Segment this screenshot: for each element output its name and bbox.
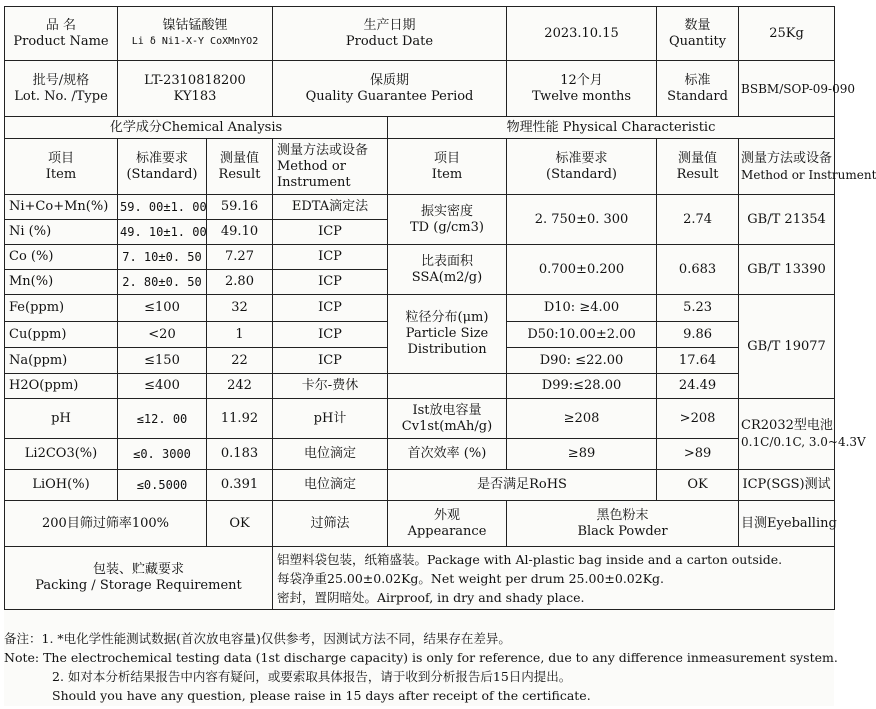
efficiency-standard: ≥89 [507,439,657,470]
chem-standard: ≤0.5000 [118,470,207,501]
ssa-standard: 0.700±0.200 [507,245,657,295]
chem-standard: 59. 00±1. 00 [118,195,207,220]
rohs-result: OK [657,470,739,501]
phys-col-item: 项目 Item [388,139,507,195]
appearance-standard: 黑色粉末 Black Powder [507,501,739,547]
shelf-life-value: 12个月 Twelve months [507,61,657,117]
chem-standard: ≤400 [118,374,207,399]
chem-result: 11.92 [207,399,273,439]
chem-method: pH计 [273,399,388,439]
chem-method: 卡尔-费休 [273,374,388,399]
note-line: Should you have any question, please raise in 15 days after receipt of the certificate. [52,688,591,703]
td-standard: 2. 750±0. 300 [507,195,657,245]
td-method: GB/T 21354 [739,195,835,245]
product-name-value: 镍钴锰酸锂 Li δ Ni1-X-Y CoXMnYO2 [118,7,273,61]
column-header-row [5,139,835,195]
chem-col-standard: 标准要求 (Standard) [118,139,207,195]
capacity-standard: ≥208 [507,399,657,439]
table-row [5,439,835,470]
table-row [5,245,835,270]
packing-requirements [273,547,835,610]
chem-item: H2O(ppm) [5,374,118,399]
certificate-sheet [4,6,876,706]
td-result: 2.74 [657,195,739,245]
psd-d10-result: 5.23 [657,295,739,322]
chem-item: Cu(ppm) [5,322,118,348]
chem-result: 49.10 [207,220,273,245]
capacity-result: >208 [657,399,739,439]
ssa-result: 0.683 [657,245,739,295]
chem-method: 电位滴定 [273,439,388,470]
phys-col-result: 测量值 Result [657,139,739,195]
table-row [5,399,835,439]
chem-standard: <20 [118,322,207,348]
packing-row [5,547,835,610]
rohs-method: ICP(SGS)测试 [739,470,835,501]
product-name-label: 品 名 Product Name [5,7,118,61]
chem-col-item: 项目 Item [5,139,118,195]
standard-value: BSBM/SOP-09-090 [739,61,835,117]
table-row [5,501,835,547]
standard-label: 标准 Standard [657,61,739,117]
packing-line: 每袋净重25.00±0.02Kg。Net weight per drum 25.00±0.02Kg. [277,570,665,586]
chem-item: Mn(%) [5,270,118,295]
chem-item: pH [5,399,118,439]
capacity-item: Ist放电容量 Cv1st(mAh/g) [388,399,507,439]
production-date-label: 生产日期 Product Date [273,7,507,61]
chem-result: 1 [207,322,273,348]
chem-col-result: 测量值 Result [207,139,273,195]
chem-item: Fe(ppm) [5,295,118,322]
packing-line: 密封，置阴暗处。Airproof, in dry and shady place. [277,589,585,605]
cell-test-method: CR2032型电池 0.1C/0.1C, 3.0~4.3V [739,399,835,470]
packing-label: 包装、贮藏要求 Packing / Storage Requirement [5,547,273,610]
table-row [5,195,835,220]
appearance-method: 目测Eyeballing [739,501,835,547]
psd-d50-result: 9.86 [657,322,739,348]
chem-method: 电位滴定 [273,470,388,501]
sieve-item: 200目筛过筛率100% [5,501,207,547]
psd-method: GB/T 19077 [739,295,835,399]
psd-d99-standard: D99:≤28.00 [507,374,657,399]
header-row-lot [5,61,835,117]
chem-result: 7.27 [207,245,273,270]
ssa-method: GB/T 13390 [739,245,835,295]
note-line: Note: The electrochemical testing data (1st discharge capacity) is only for reference, due to any difference inmeasurement system. [4,650,838,665]
header-row-product [5,7,835,61]
chem-item: Na(ppm) [5,348,118,374]
lot-label: 批号/规格 Lot. No. /Type [5,61,118,117]
chem-item: Ni (%) [5,220,118,245]
physical-characteristic-title: 物理性能 Physical Characteristic [388,117,835,139]
table-row [5,470,835,501]
ssa-item: 比表面积 SSA(m2/g) [388,245,507,295]
chem-item: LiOH(%) [5,470,118,501]
psd-item: 粒径分布(μm) Particle Size Distribution [388,295,507,374]
chem-method: ICP [273,245,388,270]
chem-method: ICP [273,295,388,322]
sieve-result: OK [207,501,273,547]
quantity-value: 25Kg [739,7,835,61]
chem-standard: 49. 10±1. 00 [118,220,207,245]
chem-method: ICP [273,220,388,245]
chem-method: ICP [273,270,388,295]
chem-method: EDTA滴定法 [273,195,388,220]
chem-result: 22 [207,348,273,374]
psd-d99-result: 24.49 [657,374,739,399]
phys-col-method: 测量方法或设备 Method or Instrument [739,139,835,195]
chem-standard: ≤0. 3000 [118,439,207,470]
chem-method: ICP [273,322,388,348]
psd-empty-cell [388,374,507,399]
chem-result: 0.391 [207,470,273,501]
chem-item: Co (%) [5,245,118,270]
psd-d90-standard: D90: ≤22.00 [507,348,657,374]
appearance-item: 外观 Appearance [388,501,507,547]
td-item: 振实密度 TD (g/cm3) [388,195,507,245]
chem-result: 0.183 [207,439,273,470]
efficiency-result: >89 [657,439,739,470]
quantity-label: 数量 Quantity [657,7,739,61]
production-date-value: 2023.10.15 [507,7,657,61]
efficiency-item: 首次效率 (%) [388,439,507,470]
shelf-life-label: 保质期 Quality Guarantee Period [273,61,507,117]
chem-result: 32 [207,295,273,322]
certificate-table [4,6,876,610]
chem-method: ICP [273,348,388,374]
rohs-label: 是否满足RoHS [388,470,657,501]
chem-item: Ni+Co+Mn(%) [5,195,118,220]
chem-col-method: 测量方法或设备 Method or Instrument [273,139,388,195]
notes-section [4,629,838,705]
chem-standard: ≤150 [118,348,207,374]
chem-standard: ≤100 [118,295,207,322]
note-line: 2. 如对本分析结果报告中内容有疑问，或要索取具体报告，请于收到分析报告后15日内提出。 [52,669,572,684]
phys-col-standard: 标准要求 (Standard) [507,139,657,195]
psd-d50-standard: D50:10.00±2.00 [507,322,657,348]
sieve-method: 过筛法 [273,501,388,547]
chem-standard: 2. 80±0. 50 [118,270,207,295]
lot-value: LT-2310818200 KY183 [118,61,273,117]
chem-result: 2.80 [207,270,273,295]
psd-d90-result: 17.64 [657,348,739,374]
chem-item: Li2CO3(%) [5,439,118,470]
table-row [5,295,835,322]
packing-line: 铝塑料袋包装，纸箱盛装。Package with Al-plastic bag inside and a carton outside. [277,551,783,567]
chem-result: 242 [207,374,273,399]
chem-result: 59.16 [207,195,273,220]
section-title-row [5,117,835,139]
table-row [5,374,835,399]
chemical-analysis-title: 化学成分Chemical Analysis [5,117,388,139]
note-line: 备注：1. *电化学性能测试数据(首次放电容量)仅供参考，因测试方法不同，结果存在差异。 [4,631,511,646]
psd-d10-standard: D10: ≥4.00 [507,295,657,322]
chem-standard: ≤12. 00 [118,399,207,439]
chem-standard: 7. 10±0. 50 [118,245,207,270]
